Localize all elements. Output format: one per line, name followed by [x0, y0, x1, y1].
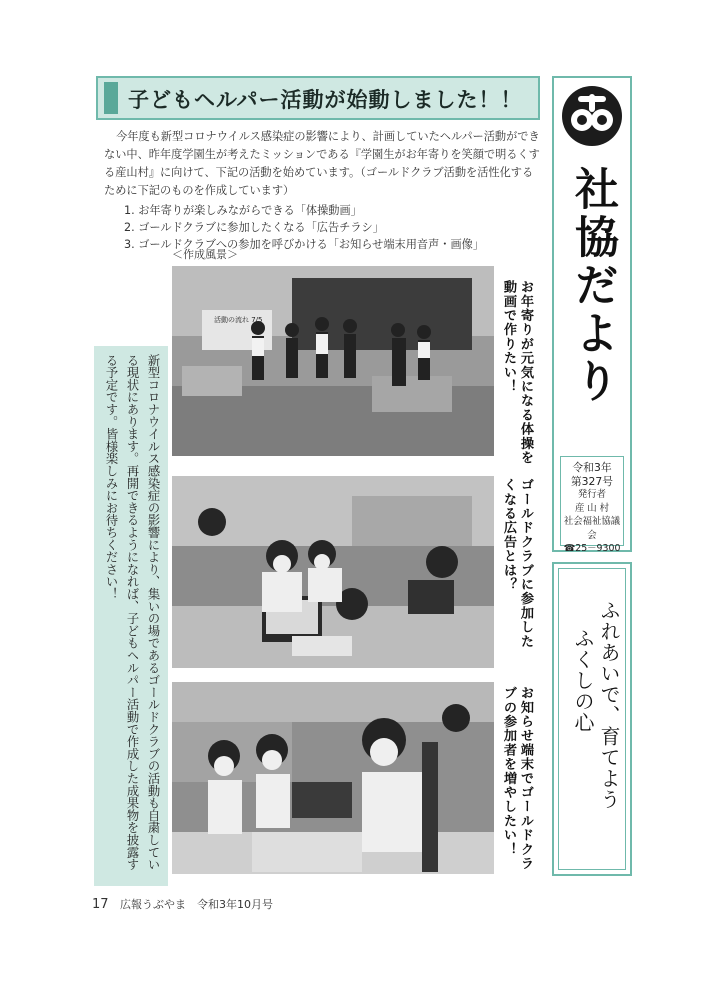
publication-name: 広報うぶやま 令和3年10月号 [120, 898, 274, 911]
page-number: 17 [92, 897, 109, 912]
motto-line-2: ふくしの心 [571, 628, 595, 733]
blackboard-label: 活動の流れ 7/5 [214, 316, 263, 324]
publisher-phone: ☎25－9300 [563, 543, 621, 554]
motto-line-1: ふれあいで、育てよう [597, 600, 621, 810]
headline-bar [96, 76, 540, 120]
activity-item-1: 1. お年寄りが楽しみながらできる「体操動画」 [124, 204, 362, 217]
article-intro [104, 128, 540, 253]
article-headline: 子どもヘルパー活動が始動しました！！ [128, 88, 523, 112]
photo2-caption: ゴールドクラブに参加したくなる広告とは？ [501, 478, 533, 649]
motto-box [552, 562, 632, 876]
issue-era: 令和3年 [572, 461, 612, 474]
masthead-title: 社協だより [567, 166, 618, 406]
motto-text [570, 600, 622, 870]
activity-item-3: 3. ゴールドクラブへの参加を呼びかける「お知らせ端末用音声・画像」 [124, 238, 485, 251]
council-logo-icon [560, 84, 624, 148]
photo1-caption: お年寄りが元気になる体操を動画で作りたい！ [501, 280, 533, 465]
notice-text: 新型コロナウイルス感染症の影響により、集いの場であるゴールドクラブの活動も自粛している現状にあります。再開できるようになれば、子どもヘルパー活動で作成した成果物を披露する予定です。皆様楽しみにお待ちください！ [104, 354, 160, 871]
masthead [552, 76, 632, 552]
issue-info [560, 456, 624, 554]
publisher-village: 産 山 村 [574, 502, 610, 514]
photo-section-caption: ＜作成風景＞ [172, 248, 238, 261]
photo-flyer-making [172, 476, 494, 668]
publisher-label: 発行者 [577, 489, 607, 500]
photo3-caption: お知らせ端末でゴールドクラブの参加者を増やしたい！ [501, 686, 533, 871]
photo-exercise-video [172, 266, 494, 456]
publisher-org: 社会福祉協議会 [563, 516, 621, 541]
activity-item-2: 2. ゴールドクラブに参加したくなる「広告チラシ」 [124, 221, 384, 234]
activity-list [104, 202, 540, 253]
headline-accent [104, 82, 118, 114]
intro-paragraph: 今年度も新型コロナウイルス感染症の影響により、計画していたヘルパー活動ができない中、昨年度学園生が考えたミッションである『学園生がお年寄りを笑顔で明るくする産山村』に向けて、下記の活動を始めています。（ゴールドクラブ活動を活性化するために下記のものを作成しています） [104, 130, 540, 197]
page-footer [92, 896, 273, 912]
notice-box [94, 346, 168, 886]
issue-number: 第327号 [570, 474, 614, 488]
photo-terminal-audio [172, 682, 494, 874]
